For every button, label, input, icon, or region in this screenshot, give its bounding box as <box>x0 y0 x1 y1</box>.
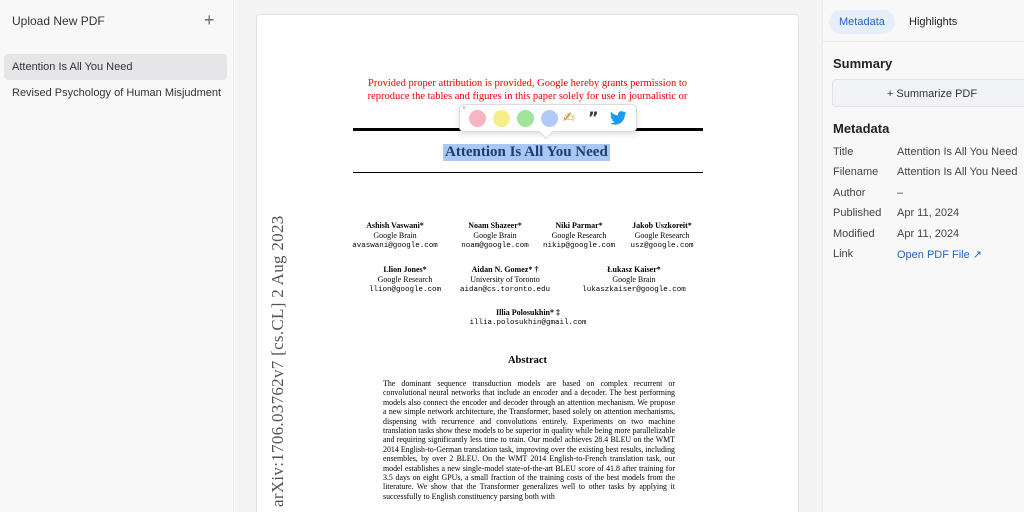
author-block <box>440 265 570 295</box>
author-email: nikip@google.com <box>542 242 615 250</box>
abstract-text: The dominant sequence transduction models are based on complex recurrent or convolutional neural networks that include an encoder and a decoder. The best performing models also connect the encoder and decoder through an attention mechanism. We propose a new simple network architecture, the Transformer, based solely on attention mechanisms, dispensing with recurrence and convolutions entirely. Experiments on two machine translation tasks show these models to be superior in quality while being more parallelizable and requiring significantly less time to train. Our model achieves 28.4 BLEU on the WMT 2014 English-to-German translation task, improving over the existing best results, including ensembles, by over 2 BLEU. On the WMT 2014 English-to-French translation task, our model establishes a new single-model state-of-the-art BLEU score of 41.8 after training for 3.5 days on eight GPUs, a small fraction of the training costs of the best models from the literature. We show that the Transformer generalizes well to other tasks by applying it successfully to English constituency parsing both with <box>383 379 675 501</box>
pink-highlight-button[interactable] <box>469 110 486 127</box>
author-affil: Google Brain <box>473 231 517 240</box>
author-affil: Google Brain <box>373 231 417 240</box>
bottom-rule <box>353 172 703 173</box>
author-name: Niki Parmar* <box>555 221 603 230</box>
author-block <box>463 308 593 328</box>
metadata-heading: Metadata <box>833 121 890 136</box>
permission-line-2: reproduce the tables and figures in this paper solely for use in journalistic or <box>367 91 688 102</box>
tab-divider <box>823 41 1024 42</box>
pdf-viewer[interactable] <box>235 0 822 512</box>
metadata-value: Apr 11, 2024 <box>897 207 960 219</box>
metadata-value: Attention Is All You Need <box>897 146 1018 158</box>
author-affil: Google Research <box>551 231 607 240</box>
metadata-value: – <box>897 187 904 199</box>
abstract-heading: Abstract <box>507 355 548 366</box>
author-email: llion@google.com <box>368 286 441 294</box>
author-affil: Google Brain <box>612 275 656 284</box>
author-block <box>597 221 727 251</box>
author-block <box>569 265 699 295</box>
author-email: noam@google.com <box>461 242 529 250</box>
metadata-key: Title <box>833 146 854 158</box>
green-highlight-button[interactable] <box>517 110 534 127</box>
permission-line-1: Provided proper attribution is provided, Google hereby grants permission to <box>367 78 688 89</box>
upload-pdf-label[interactable]: Upload New PDF <box>12 14 105 28</box>
metadata-key: Link <box>833 248 854 260</box>
pencil-icon[interactable]: ✍ <box>563 110 575 126</box>
author-name: Noam Shazeer* <box>468 221 522 230</box>
metadata-key: Published <box>833 207 882 219</box>
twitter-icon[interactable] <box>610 111 627 130</box>
blue-highlight-button[interactable] <box>541 110 558 127</box>
close-icon[interactable]: × <box>462 105 467 112</box>
highlight-toolbar <box>459 104 637 132</box>
quote-icon[interactable]: ” <box>588 108 599 127</box>
toolbar-caret <box>539 125 553 139</box>
tab-highlights[interactable]: Highlights <box>909 16 958 28</box>
tab-metadata[interactable]: Metadata <box>829 10 895 34</box>
metadata-key: Modified <box>833 228 875 240</box>
author-name: Illia Polosukhin* ‡ <box>495 308 561 317</box>
yellow-highlight-button[interactable] <box>493 110 510 127</box>
author-email: lukaszkaiser@google.com <box>582 286 686 294</box>
author-name: Aidan N. Gomez* † <box>471 265 539 274</box>
open-pdf-link[interactable]: Open PDF File ↗ <box>897 249 983 261</box>
plus-icon[interactable]: + <box>204 10 215 30</box>
sidebar <box>0 0 234 512</box>
summary-heading: Summary <box>833 56 893 71</box>
metadata-value: Attention Is All You Need <box>897 166 1018 178</box>
author-affil: University of Toronto <box>470 275 540 284</box>
arxiv-id: arXiv:1706.03762v7 [cs.CL] 2 Aug 2023 <box>268 215 287 507</box>
right-panel <box>822 0 1024 512</box>
metadata-value: Apr 11, 2024 <box>897 228 960 240</box>
metadata-key: Filename <box>833 166 879 178</box>
sidebar-doc-attention[interactable]: Attention Is All You Need <box>4 54 227 80</box>
summarize-pdf-button[interactable]: + Summarize PDF <box>832 79 1024 107</box>
author-email: aidan@cs.toronto.edu <box>459 286 550 294</box>
pdf-page[interactable] <box>256 14 799 512</box>
sidebar-doc-psychology[interactable]: Revised Psychology of Human Misjudment <box>12 87 222 99</box>
author-email: illia.polosukhin@gmail.com <box>469 319 587 327</box>
author-name: Llion Jones* <box>383 265 427 274</box>
paper-title-highlighted[interactable]: Attention Is All You Need <box>445 144 608 160</box>
author-email: avaswani@google.com <box>352 242 438 250</box>
author-affil: Google Research <box>634 231 690 240</box>
metadata-key: Author <box>833 187 866 199</box>
author-name: Łukasz Kaiser* <box>607 265 661 274</box>
author-affil: Google Research <box>377 275 433 284</box>
author-email: usz@google.com <box>630 242 694 250</box>
author-name: Ashish Vaswani* <box>366 221 424 230</box>
author-name: Jakob Uszkoreit* <box>632 221 692 230</box>
